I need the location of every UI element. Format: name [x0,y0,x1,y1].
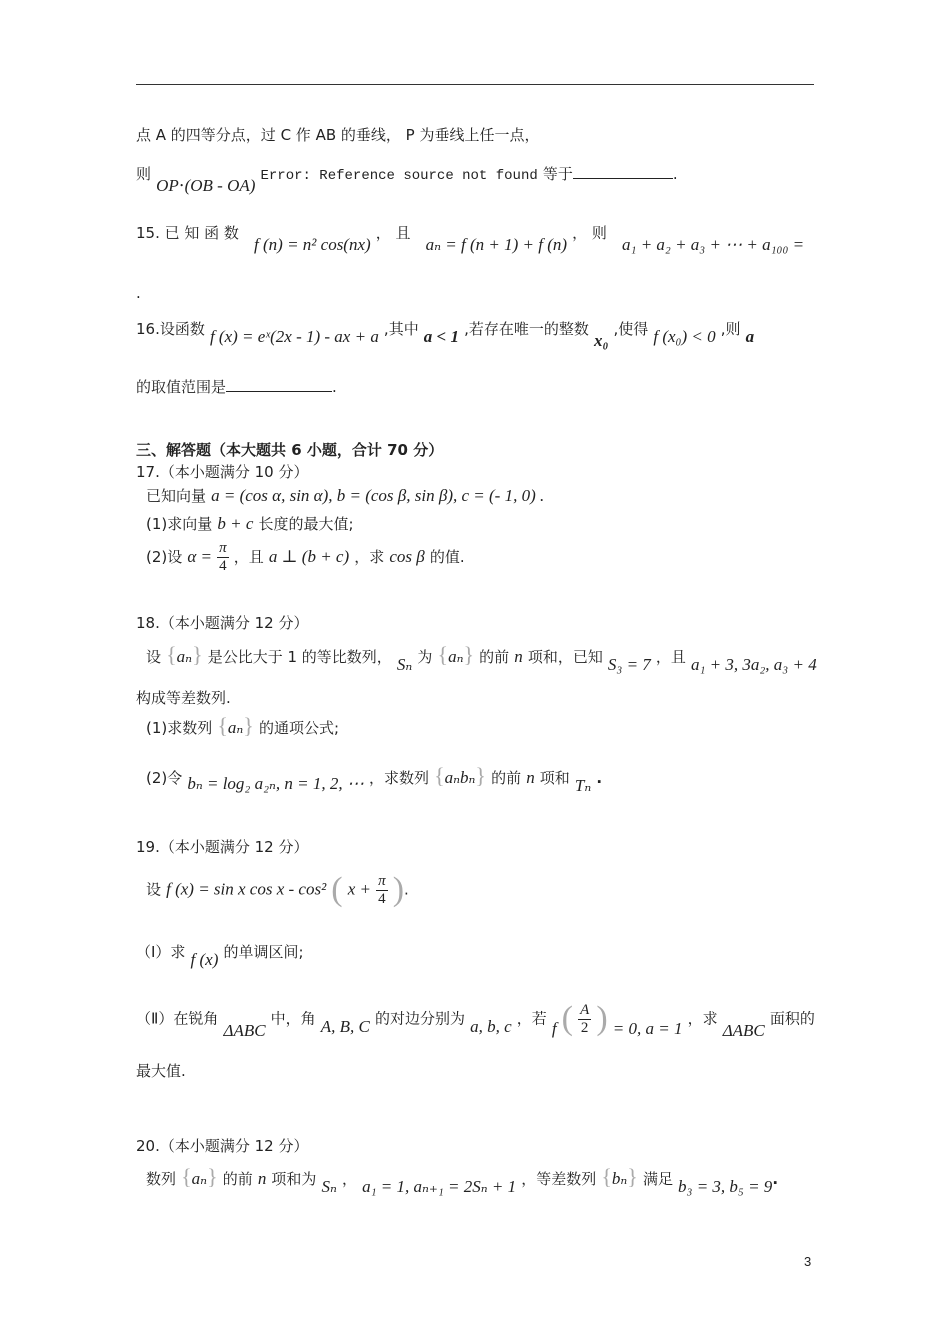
q18-l1-d: 的前 [479,648,510,666]
q19-p2-c: 的对边分别为 [374,1009,465,1028]
q17-given [146,485,544,506]
q20-n: n [257,1169,267,1188]
page-number: 3 [804,1254,812,1269]
q18-header: 18.（本小题满分 12 分） [136,614,309,632]
q20-l1-b: 的前 [222,1170,253,1188]
brace-left: { [166,642,177,667]
q19-p2-prefix: （Ⅱ）在锐角 [136,1009,219,1028]
q18-line1 [146,642,817,674]
q18-l1-c: 为 [417,648,433,666]
q16-a: a [745,327,755,346]
q18-seq-a-3: aₙ [227,718,244,737]
q18-anbn: aₙbₙ [444,768,476,787]
q14-period: . [672,165,678,183]
q16-text3: ,使得 [613,320,649,338]
q20-l1-g: . [772,1170,779,1188]
q18-part2 [146,763,603,795]
q20-l1-a: 数列 [146,1170,177,1188]
frac-numerator: π [219,540,227,556]
q19-cond-rest: = 0, a = 1 [612,1018,683,1038]
paren-left: ( [561,1000,573,1037]
q19-part1 [136,941,304,969]
brace-right: } [475,763,486,788]
q17-header: 17.（本小题满分 10 分） [136,463,309,481]
q17-part2 [146,540,465,575]
q19-p2-e: ，求 [687,1009,718,1028]
q20-recurrence: a₁ = 1, aₙ₊₁ = 2Sₙ + 1 [362,1177,517,1196]
frac-denominator: 4 [378,890,386,907]
q20-l1-c: 项和为 [271,1170,317,1188]
q15-sequence: aₙ = f (n + 1) + f (n) [425,235,568,254]
q19-f-def: f (x) = sin x cos x - cos² [166,879,327,899]
q19-line3: 最大值. [136,1062,186,1080]
answer-blank-16 [226,377,332,392]
paren-left: ( [331,871,343,908]
q19-p1-prefix: （Ⅰ）求 [136,943,186,961]
q19-part2 [136,1000,815,1038]
q19-p1-suffix: 的单调区间; [223,943,304,961]
q18-l1-a: 设 [146,648,162,666]
q20-seq-a: aₙ [191,1169,208,1188]
brace-left: { [181,1164,192,1189]
q19-f-inner: x + [347,879,371,899]
q15-sum: a₁ + a₂ + a₃ + ⋯ + a₁₀₀ = [622,235,805,254]
q18-part1 [146,713,339,739]
q18-p2-end: . [596,769,603,787]
question-15 [136,222,805,254]
brace-left: { [217,713,228,738]
q19-angles: A, B, C [320,1016,370,1036]
q20-header: 20.（本小题满分 12 分） [136,1137,309,1155]
q19-l1-prefix: 设 [146,880,162,899]
q18-p2-front: 的前 [491,769,522,787]
q19-l1-end: . [404,880,409,899]
q17-part1 [146,513,354,534]
q19-p1-f: f (x) [190,950,219,969]
q17-p2-mid: ，且 [233,548,264,566]
brace-right: } [627,1164,638,1189]
q17-given-prefix: 已知向量 [146,487,207,505]
q18-seq-a-2: aₙ [448,647,464,666]
brace-left: { [601,1164,612,1189]
q18-terms: a₁ + 3, 3a₂, a₃ + 4 [691,655,817,674]
q18-seq-a: aₙ [176,647,193,666]
q20-bvals: b₃ = 3, b₅ = 9 [678,1177,773,1196]
brace-right: } [243,713,254,738]
q19-p2-f: 面积的 [769,1009,815,1028]
q19-triangle: ΔABC [223,1020,266,1040]
q19-cond-fraction [578,1002,591,1037]
header-rule [136,84,814,85]
q15-period: . [136,284,141,302]
brace-left: { [434,763,445,788]
q14-prefix: 则 [136,165,152,183]
q17-cos-beta: cos β [389,547,425,566]
q17-p1-suffix: 长度的最大值; [258,515,354,533]
q18-p1-suffix: 的通项公式; [258,719,340,737]
q19-cond-f: f [551,1018,557,1038]
q20-seq-b: bₙ [611,1169,628,1188]
q18-p2-prefix: (2)令 [146,769,183,787]
q14-suffix: 等于 [542,165,573,183]
q18-n-2: n [526,768,535,787]
frac-numerator: π [378,872,386,889]
q18-l1-f: ，且 [655,648,686,666]
q20-line1 [146,1164,779,1196]
brace-right: } [192,642,203,667]
q18-p2-sum: 项和 [539,769,570,787]
q16-function: f (x) = eˣ(2x - 1) - ax + a [209,327,379,346]
q17-p1-math: b + c [217,514,254,533]
q15-label: 15. 已 知 函 数 [136,224,239,242]
brace-right: } [207,1164,218,1189]
q14-line2 [136,163,678,195]
q16-label: 16.设函数 [136,320,205,338]
section-title: 三、解答题（本大题共 6 小题，合计 70 分） [136,441,444,459]
q17-fraction [217,540,229,575]
q17-p2-ask: ，求 [354,548,385,566]
answer-blank-14 [573,164,673,179]
q19-p2-b: 中，角 [270,1009,316,1028]
q15-function: f (n) = n² cos(nx) [254,235,371,254]
q16-inequality: f (x₀) < 0 [653,327,716,346]
q16-text4: ,则 [720,320,741,338]
q19-header: 19.（本小题满分 12 分） [136,838,309,856]
q19-triangle-2: ΔABC [722,1020,765,1040]
q18-p2-mid: ，求数列 [368,769,429,787]
q16-where: ,其中 [383,320,419,338]
q15-mid: ， 且 [375,224,411,242]
q17-p2-suffix: 的值. [429,548,465,566]
question-16 [136,318,755,350]
q16-condition: a < 1 [423,327,459,346]
q20-l1-f: 满足 [642,1170,673,1188]
frac-numerator: A [580,1001,590,1018]
q17-perp: a ⊥ (b + c) [268,547,350,566]
q16-period: . [332,378,337,396]
q18-line2: 构成等差数列. [136,689,231,707]
q19-line1 [146,871,409,909]
brace-right: } [463,642,475,667]
q14-line1: 点 A 的四等分点，过 C 作 AB 的垂线， P 为垂线上任一点， [136,126,540,144]
q16-x0: x₀ [593,331,609,350]
q20-l1-e: ，等差数列 [521,1170,597,1188]
frac-denominator: 4 [219,558,227,574]
q20-l1-d: ， [342,1170,358,1188]
q17-p2-prefix: (2)设 [146,548,183,566]
error-reference-text: Error: Reference source not found [260,168,538,184]
q17-p1-prefix: (1)求向量 [146,515,213,533]
q14-math: OP⋅(OB - OA) [156,176,256,195]
q19-sides: a, b, c [470,1016,512,1036]
q19-fraction [376,873,388,908]
q18-n: n [514,647,523,666]
paren-right: ) [392,871,405,908]
frac-denominator: 2 [580,1019,589,1036]
q20-Sn: Sₙ [321,1177,337,1196]
q16-text2: ,若存在唯一的整数 [464,320,589,338]
q18-Tn: Tₙ [574,776,592,795]
q18-l1-b: 是公比大于 1 的等比数列， [207,648,392,666]
q16-line2 [136,376,337,397]
q18-Sn: Sₙ [396,655,413,674]
q18-l1-e: 项和，已知 [527,648,603,666]
q17-vectors: a = (cos α, sin α), b = (cos β, sin β), c = (- 1, 0) . [211,486,545,505]
q18-p1-prefix: (1)求数列 [146,719,213,737]
q17-alpha: α = [187,547,212,566]
q18-bn-def: bₙ = log₂ a₂ₙ, n = 1, 2, ⋯ [187,774,364,793]
paren-right: ) [596,1000,608,1037]
q18-S3: S₃ = 7 [607,655,651,674]
q16-range-text: 的取值范围是 [136,378,227,396]
q19-p2-d: ，若 [516,1009,547,1028]
brace-left: { [437,642,449,667]
q15-then: ， 则 [572,224,607,242]
